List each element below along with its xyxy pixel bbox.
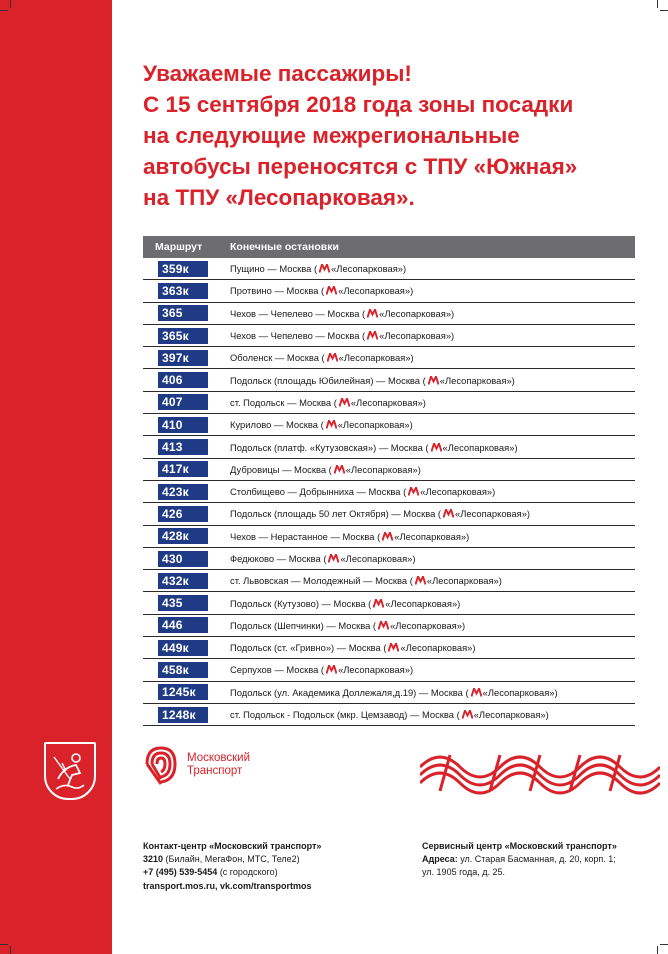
table-row — [143, 548, 635, 570]
metro-m-icon — [334, 465, 345, 474]
terminal-stops — [230, 575, 502, 586]
stops-text: ст. Подольск — Москва ( — [230, 396, 337, 408]
station-name: «Лесопарковая») — [337, 419, 413, 431]
route-number-badge: 430 — [158, 551, 208, 567]
city-phone-note: (с городского) — [217, 867, 278, 878]
station-name: «Лесопарковая») — [385, 597, 461, 609]
route-number-badge: 413 — [158, 439, 208, 455]
table-row — [143, 570, 635, 592]
table-row — [143, 592, 635, 614]
stops-text: ст. Подольск - Подольск (мкр. Цемзавод) — Москва ( — [230, 709, 460, 721]
stops-text: Столбищево — Добрынниха — Москва ( — [230, 486, 407, 498]
headline-line: Уважаемые пассажиры! — [143, 61, 412, 86]
route-number-badge: 365к — [158, 328, 208, 344]
route-number-badge: 406 — [158, 372, 208, 388]
route-number-badge: 449к — [158, 640, 208, 656]
station-name: «Лесопарковая») — [379, 330, 455, 342]
website-links: transport.mos.ru, vk.com/transportmos — [143, 880, 312, 891]
stops-text: Оболенск — Москва ( — [230, 352, 325, 364]
table-row — [143, 392, 635, 414]
route-number-badge: 1248к — [158, 707, 208, 723]
station-name: «Лесопарковая») — [439, 374, 515, 386]
route-number-badge: 428к — [158, 528, 208, 544]
terminal-stops — [230, 464, 421, 475]
metro-m-icon — [326, 420, 337, 429]
table-row — [143, 637, 635, 659]
service-center — [422, 840, 617, 880]
metro-m-icon — [462, 710, 473, 719]
table-row — [143, 303, 635, 325]
crop-mark — [660, 944, 668, 945]
table-header — [143, 236, 635, 258]
table-row — [143, 325, 635, 347]
terminal-stops — [230, 419, 413, 430]
terminal-stops — [230, 664, 413, 675]
logo-line-2: Транспорт — [187, 765, 243, 777]
stops-text: Пущино — Москва ( — [230, 263, 318, 275]
metro-m-icon — [431, 443, 442, 452]
crop-mark — [10, 946, 11, 954]
terminal-stops — [230, 553, 415, 564]
short-phone: 3210 — [143, 854, 164, 865]
moscow-crest-icon — [44, 742, 96, 800]
stops-text: Подольск (Кутузово) — Москва ( — [230, 597, 372, 609]
terminal-stops — [230, 687, 558, 698]
wave-pattern-icon — [420, 745, 660, 801]
terminal-stops — [230, 642, 476, 653]
crop-mark — [0, 944, 8, 945]
station-name: «Лесопарковая») — [442, 441, 518, 453]
metro-m-icon — [408, 487, 419, 496]
headline-line: автобусы переносятся с ТПУ «Южная» — [143, 154, 578, 179]
terminal-stops — [230, 352, 414, 363]
route-number-badge: 363к — [158, 283, 208, 299]
terminal-stops — [230, 285, 413, 296]
table-row — [143, 347, 635, 369]
contact-center — [143, 840, 321, 893]
terminal-stops — [230, 330, 454, 341]
terminal-stops — [230, 263, 406, 274]
red-sidebar — [0, 0, 112, 954]
station-name: «Лесопарковая») — [379, 307, 455, 319]
stops-text: Протвино — Москва ( — [230, 285, 325, 297]
terminal-stops — [230, 308, 454, 319]
station-name: «Лесопарковая») — [350, 396, 426, 408]
metro-m-icon — [339, 398, 350, 407]
headline-line: на следующие межрегиональные — [143, 123, 520, 148]
address-label: Адреса: — [422, 854, 458, 865]
route-number-badge: 1245к — [158, 684, 208, 700]
station-name: «Лесопарковая») — [338, 664, 414, 676]
terminal-stops — [230, 620, 465, 631]
stops-text: Подольск (площадь Юбилейная) — Москва ( — [230, 374, 426, 386]
routes-table — [143, 236, 635, 726]
table-row — [143, 526, 635, 548]
station-name: «Лесопарковая») — [340, 553, 416, 564]
station-name: «Лесопарковая») — [473, 709, 549, 721]
table-row — [143, 436, 635, 458]
service-center-title: Сервисный центр «Московский транспорт» — [422, 841, 617, 851]
crop-mark — [0, 10, 8, 11]
contact-center-title: Контакт-центр «Московский транспорт» — [143, 841, 322, 851]
metro-m-icon — [428, 376, 439, 385]
table-row — [143, 414, 635, 436]
metro-m-icon — [367, 309, 378, 318]
station-name: «Лесопарковая») — [400, 642, 476, 654]
announcement-headline — [143, 58, 643, 213]
stops-text: Курилово — Москва ( — [230, 419, 324, 431]
station-name: «Лесопарковая») — [394, 530, 470, 542]
route-number-badge: 435 — [158, 595, 208, 611]
terminal-stops — [230, 508, 530, 519]
table-body — [143, 258, 635, 726]
table-row — [143, 369, 635, 391]
table-row — [143, 280, 635, 302]
metro-m-icon — [319, 264, 330, 273]
crop-mark — [660, 10, 668, 11]
stops-text: Подольск (ул. Академика Доллежаля,д.19) — Москва ( — [230, 686, 469, 698]
station-name: «Лесопарковая») — [420, 486, 496, 498]
headline-line: на ТПУ «Лесопарковая». — [143, 185, 415, 210]
metro-m-icon — [326, 286, 337, 295]
terminal-stops — [230, 486, 495, 497]
station-name: «Лесопарковая») — [390, 619, 466, 631]
metro-m-icon — [327, 353, 338, 362]
terminal-stops — [230, 531, 469, 542]
crop-mark — [10, 0, 11, 8]
metro-m-icon — [388, 643, 399, 652]
stops-text: Подольск (платф. «Кутузовская») — Москва ( — [230, 441, 429, 453]
terminal-stops — [230, 375, 515, 386]
table-row — [143, 459, 635, 481]
moscow-transport-logo — [141, 744, 250, 786]
route-number-badge: 432к — [158, 573, 208, 589]
metro-m-icon — [415, 576, 426, 585]
metro-m-icon — [328, 554, 339, 563]
route-number-badge: 458к — [158, 662, 208, 678]
metro-m-icon — [382, 532, 393, 541]
crop-mark — [657, 946, 658, 954]
headline-line: С 15 сентября 2018 года зоны посадки — [143, 92, 574, 117]
stops-text: Чехов — Чепелево — Москва ( — [230, 307, 366, 319]
transport-logo-icon — [141, 744, 181, 786]
table-row — [143, 503, 635, 525]
route-number-badge: 397к — [158, 350, 208, 366]
short-phone-note: (Билайн, МегаФон, МТС, Теле2) — [163, 854, 300, 865]
station-name: «Лесопарковая») — [426, 575, 502, 587]
table-row — [143, 682, 635, 704]
station-name: «Лесопарковая») — [455, 508, 531, 520]
route-number-badge: 359к — [158, 261, 208, 277]
station-name: «Лесопарковая») — [338, 285, 414, 297]
metro-m-icon — [378, 621, 389, 630]
metro-m-icon — [367, 331, 378, 340]
stops-text: Дубровицы — Москва ( — [230, 463, 332, 475]
route-number-badge: 410 — [158, 417, 208, 433]
column-header-route: Маршрут — [155, 241, 203, 253]
metro-m-icon — [471, 688, 482, 697]
stops-text: ст. Львовская — Молодежный — Москва ( — [230, 575, 413, 587]
stops-text: Подольск (площадь 50 лет Октября) — Москва ( — [230, 508, 442, 520]
station-name: «Лесопарковая») — [331, 263, 407, 275]
metro-m-icon — [326, 665, 337, 674]
crop-mark — [657, 0, 658, 8]
metro-m-icon — [373, 599, 384, 608]
table-row — [143, 704, 635, 726]
route-number-badge: 423к — [158, 484, 208, 500]
station-name: «Лесопарковая») — [482, 686, 558, 698]
station-name: «Лесопарковая») — [345, 463, 421, 475]
table-row — [143, 615, 635, 637]
table-row — [143, 481, 635, 503]
terminal-stops — [230, 442, 518, 453]
stops-text: Чехов — Чепелево — Москва ( — [230, 330, 366, 342]
route-number-badge: 417к — [158, 461, 208, 477]
route-number-badge: 365 — [158, 305, 208, 321]
terminal-stops — [230, 598, 460, 609]
city-phone: +7 (495) 539-5454 — [143, 867, 218, 878]
stops-text: Серпухов — Москва ( — [230, 664, 325, 676]
metro-m-icon — [443, 509, 454, 518]
terminal-stops — [230, 397, 426, 408]
terminal-stops — [230, 709, 549, 720]
station-name: «Лесопарковая») — [338, 352, 414, 364]
column-header-stops: Конечные остановки — [230, 241, 339, 253]
logo-line-1: Московский — [187, 752, 251, 764]
stops-text: Подольск (ст. «Гривно») — Москва ( — [230, 642, 387, 654]
stops-text: Чехов — Нерастанное — Москва ( — [230, 530, 381, 542]
route-number-badge: 407 — [158, 394, 208, 410]
stops-text: Федюково — Москва ( — [230, 553, 327, 564]
route-number-badge: 426 — [158, 506, 208, 522]
route-number-badge: 446 — [158, 617, 208, 633]
address-line-2: ул. 1905 года, д. 25. — [422, 867, 505, 878]
table-row — [143, 659, 635, 681]
table-row — [143, 258, 635, 280]
address-line-1: ул. Старая Басманная, д. 20, корп. 1; — [457, 854, 616, 865]
stops-text: Подольск (Шепчинки) — Москва ( — [230, 619, 377, 631]
